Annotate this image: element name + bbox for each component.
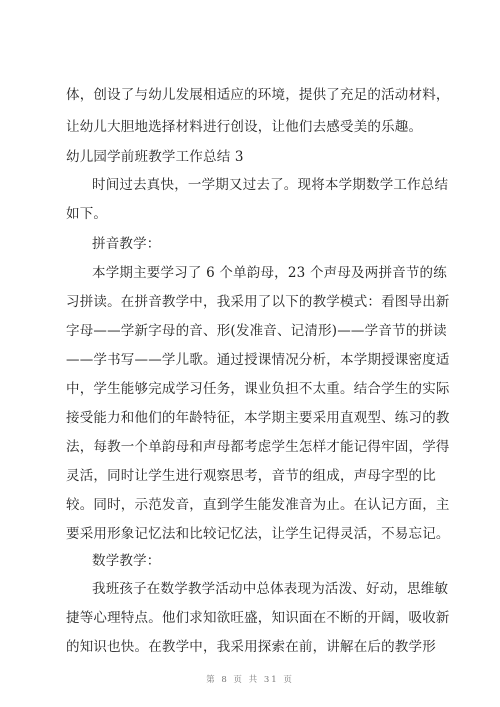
paragraph-line: 灵活，同时让学生进行观察思考，音节的组成，声母字型的比 [66,468,436,484]
section-title: 幼儿园学前班教学工作总结 3 [66,149,244,165]
paragraph-line: 法，每教一个单韵母和声母都考虑学生怎样才能记得牢固，学得 [66,439,450,455]
paragraph-line: 捷等心理特点。他们求知欲旺盛，知识面在不断的开阔，吸收新 [66,610,450,626]
paragraph-line: 时间过去真快，一学期又过去了。现将本学期数学工作总结 [92,177,449,193]
paragraph-line: 的知识也快。在教学中，我采用探索在前，讲解在后的教学形 [66,639,436,655]
paragraph-line: 本学期主要学习了 6 个单韵母，23 个声母及两拼音节的练 [92,265,447,281]
paragraph-line: 我班孩子在数学教学活动中总体表现为活泼、好动，思维敏 [92,581,449,597]
paragraph-line: 较。同时，示范发音，直到学生能发准音为止。在认记方面，主 [66,497,450,513]
paragraph-line: 接受能力和他们的年龄特征，本学期主要采用直观型、练习的教 [66,410,450,426]
paragraph-line: 中，学生能够完成学习任务，课业负担不太重。结合学生的实际 [66,381,450,397]
paragraph-line: 要采用形象记忆法和比较记忆法，让学生记得灵活，不易忘记。 [66,526,450,542]
paragraph-line: 体，创设了与幼儿发展相适应的环境，提供了充足的活动材料， [66,87,450,103]
heading-math: 数学教学： [92,553,161,569]
heading-pinyin: 拼音教学： [92,236,161,252]
paragraph-line: 让幼儿大胆地选择材料进行创设，让他们去感受美的乐趣。 [66,119,423,135]
paragraph-line: 习拼读。在拼音教学中，我采用了以下的教学模式：看图导出新 [66,294,450,310]
paragraph-line: ——学书写——学儿歌。通过授课情况分析，本学期授课密度适 [66,352,450,368]
page-number-footer: 第 8 页 共 31 页 [206,675,294,685]
paragraph-line: 如下。 [66,206,108,222]
paragraph-line: 字母——学新字母的音、形(发准音、记清形)——学音节的拼读 [66,323,447,339]
